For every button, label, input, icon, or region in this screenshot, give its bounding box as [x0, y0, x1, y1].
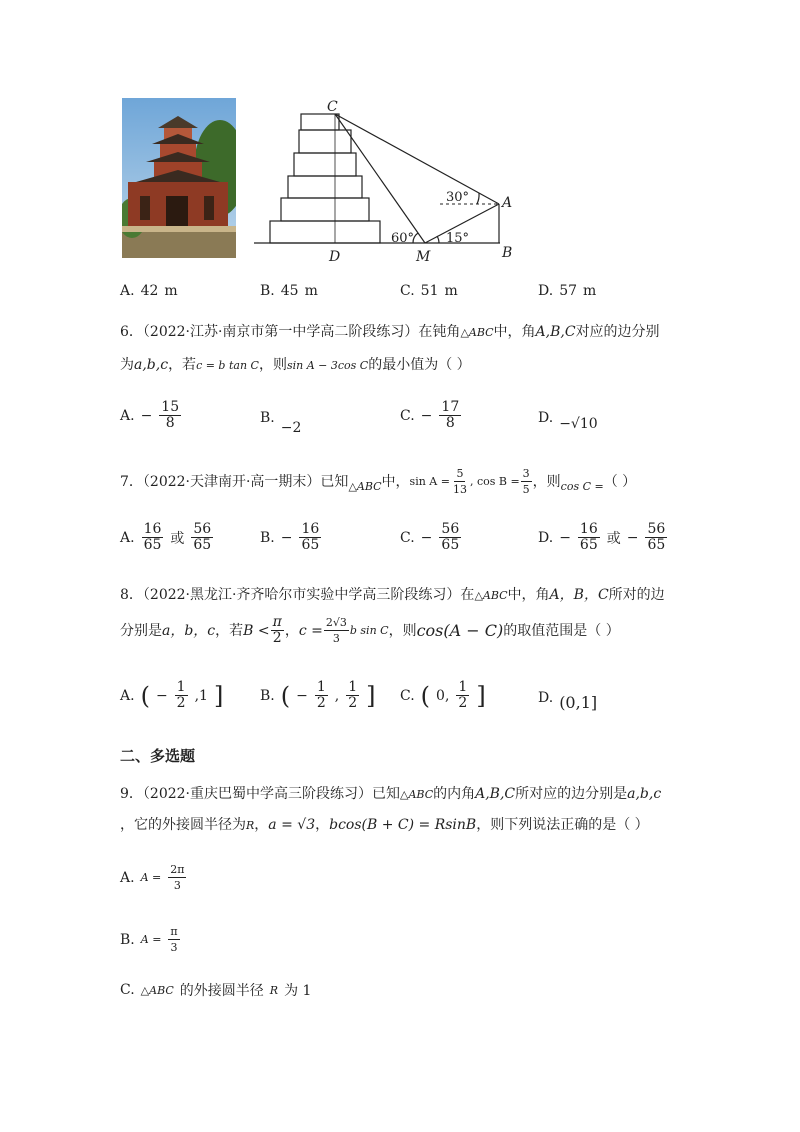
q7-line: 7．（2022·天津南开·高一期末）已知 △ABC 中， sin A = $\frac{5}{13}$ , cos B = $\frac{3}{5}$ ，则 cos C = （ ） — [120, 467, 637, 496]
q6-option-d[interactable]: D. −√10 — [538, 410, 598, 432]
q8-option-a[interactable]: A. ( − $\frac{1}{2}$ ,1 ] — [120, 679, 224, 711]
q8-option-c[interactable]: C. ( 0, $\frac{1}{2}$ ] — [400, 679, 486, 711]
tower-tier-3 — [288, 176, 362, 198]
q5-option-b[interactable]: B. 45 m — [260, 283, 318, 299]
q8-line2: 分别是 a，b，c ，若 B < $\frac{\pi}{2}$ ， c = $\frac{2√3}{3}$ b sin C ，则 cos(A − C) 的取值范围是（ ） — [120, 614, 620, 646]
q7-option-c[interactable]: C. − $\frac{56}{65}$ — [400, 521, 460, 553]
label-A: A — [502, 195, 513, 211]
q9-option-a[interactable]: A. A = $\frac{2\pi}{3}$ — [120, 863, 185, 892]
q6-line2: 为a,b,c，若c = b tan C，则sin A − 3cos C的最小值为（ ） — [120, 357, 471, 373]
q6-option-b[interactable]: B. −2 — [260, 410, 302, 436]
q7-option-b[interactable]: B. − $\frac{16}{65}$ — [260, 521, 320, 553]
q7-option-a[interactable]: A. $\frac{16}{65}$ 或 $\frac{56}{65}$ — [120, 521, 212, 553]
line-CA — [335, 114, 499, 204]
arc-15 — [437, 236, 439, 243]
tower-top — [301, 114, 339, 130]
q9-option-c[interactable]: C. △ABC 的外接圆半径 R 为 1 — [120, 982, 312, 999]
label-60deg: 60° — [391, 231, 415, 246]
q5-option-d[interactable]: D. 57 m — [538, 283, 597, 299]
label-C: C — [327, 99, 338, 115]
tower-tier-4 — [294, 153, 356, 176]
label-15deg: 15° — [446, 231, 470, 246]
arc-30 — [477, 193, 479, 204]
tower-tier-5 — [299, 130, 351, 153]
q9-line2: ，它的外接圆半径为R，a = √3，bcos(B + C) = RsinB，则下列说法正确的是（ ） — [120, 817, 649, 833]
tower-tier-1 — [270, 221, 380, 243]
q9-line1: 9．（2022·重庆巴蜀中学高三阶段练习）已知△ABC的内角A,B,C所对应的边分别是a,b,c — [120, 786, 662, 802]
q6-line1: 6．（2022·江苏·南京市第一中学高二阶段练习）在钝角△ABC中，角A,B,C对应的边分别 — [120, 324, 660, 340]
q8-line1: 8．（2022·黑龙江·齐齐哈尔市实验中学高三阶段练习）在△ABC中，角A，B，C所对的边 — [120, 587, 665, 603]
q5-option-c[interactable]: C. 51 m — [400, 283, 458, 299]
q6-option-a[interactable]: A. − $\frac{15}{8}$ — [120, 399, 180, 431]
label-B: B — [502, 245, 513, 261]
label-30deg: 30° — [446, 190, 470, 205]
q8-option-b[interactable]: B. ( − $\frac{1}{2}$ , $\frac{1}{2}$ ] — [260, 679, 376, 711]
q9-option-b[interactable]: B. A = $\frac{\pi}{3}$ — [120, 925, 178, 954]
q8-option-d[interactable]: D. (0,1] — [538, 689, 598, 712]
label-D: D — [329, 249, 341, 265]
pagoda-photo — [122, 98, 236, 258]
tower-tier-2 — [281, 198, 369, 221]
q6-option-c[interactable]: C. − $\frac{17}{8}$ — [400, 399, 460, 431]
section-title: 二、多选题 — [120, 747, 196, 765]
q7-option-d[interactable]: D. − $\frac{16}{65}$ 或 − $\frac{56}{65}$ — [538, 521, 666, 553]
q5-option-a[interactable]: A. 42 m — [120, 283, 178, 299]
label-M: M — [416, 249, 431, 265]
tower-diagram — [250, 95, 530, 270]
